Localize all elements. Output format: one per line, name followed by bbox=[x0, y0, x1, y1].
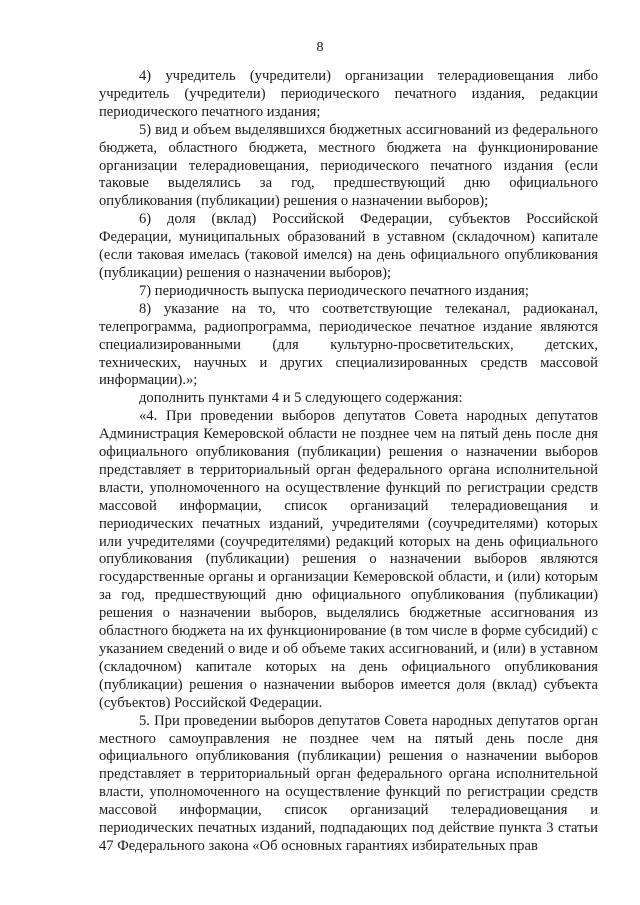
paragraph-item-8: 8) указание на то, что соответствующие телеканал, радиоканал, телепрограмма, радиопрограмма, периодическое печатное издание являются специализированными (для культурно-просветительских, детских, технических, научных и других специализированных средств массовой информации).»; bbox=[99, 300, 598, 389]
amendment-intro: дополнить пунктами 4 и 5 следующего содержания: bbox=[139, 390, 463, 407]
clause-5: 5. При проведении выборов депутатов Совета народных депутатов орган местного самоуправления не позднее чем на пятый день после дня официального опубликования (публикации) решения о назначении выборов представляет в территориальный орган федерального органа исполнительной власти, уполномоченного на осуществление функций по регистрации средств массовой информации, список организаций телерадиовещания и периодических печатных изданий, подпадающих под действие пункта 3 статьи 47 Федерального закона «Об основных гарантиях избирательных прав bbox=[99, 712, 598, 854]
paragraph-item-4: 4) учредитель (учредители) организации телерадиовещания либо учредитель (учредители) периодического печатного издания, редакции периодического печатного издания; bbox=[99, 68, 598, 120]
paragraph-item-6: 6) доля (вклад) Российской Федерации, субъектов Российской Федерации, муниципальных образований в уставном (складочном) капитале (если таковая имелась (таковой имелся) на день официального опубликования (публикации) решения о назначении выборов); bbox=[99, 211, 598, 281]
page-number: 8 bbox=[316, 40, 324, 55]
document-body bbox=[99, 68, 598, 856]
paragraph-item-5: 5) вид и объем выделявшихся бюджетных ассигнований из федерального бюджета, областного бюджета, местного бюджета на функционирование организации телерадиовещания, периодического печатного издания (если таковые выделялись за год, предшествующий дню официального опубликования (публикации) решения о назначении выборов); bbox=[99, 121, 598, 210]
clause-4: «4. При проведении выборов депутатов Совета народных депутатов Администрация Кемеровской области не позднее чем на пятый день после дня официального опубликования (публикации) решения о назначении выборов представляет в территориальный орган федерального органа исполнительной власти, уполномоченного на осуществление функций по регистрации средств массовой информации, список организаций телерадиовещания и периодических печатных изданий, учредителями (соучредителями) которых или учредителями (соучредителями) редакций которых на день официального опубликования (публикации) решения о назначении выборов являются государственные органы и организации Кемеровской области, и (или) которым за год, предшествующий дню официального опубликования (публикации) решения о назначении выборов, выделялись бюджетные ассигнования из областного бюджета на их функционирование (в том числе в форме субсидий) с указанием сведений о виде и об объеме таких ассигнований, и (или) в уставном (складочном) капитале которых на день официального опубликования (публикации) решения о назначении выборов имеется доля (вклад) субъекта (субъектов) Российской Федерации. bbox=[99, 408, 598, 711]
paragraph-item-7: 7) периодичность выпуска периодического печатного издания; bbox=[139, 282, 529, 299]
